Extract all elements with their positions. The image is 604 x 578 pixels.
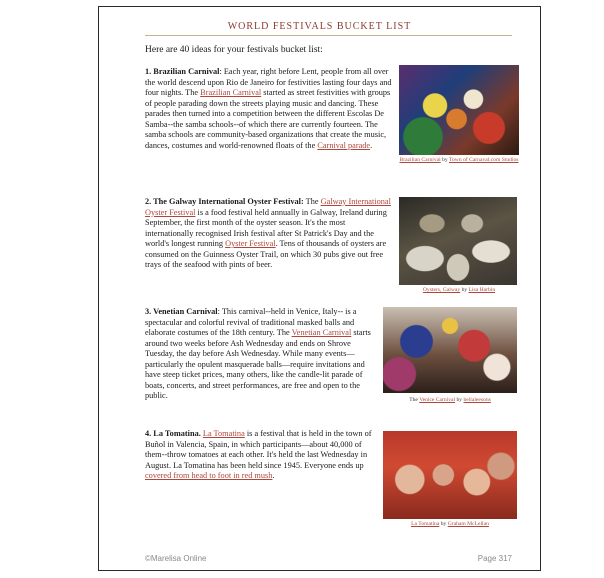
- photo-caption: Oysters, Galway by Lisa Harbin: [422, 287, 496, 293]
- oysters-photo: [399, 197, 517, 285]
- caption-link[interactable]: Oysters, Galway: [422, 287, 461, 293]
- caption-author-link[interactable]: bellaleesons: [463, 397, 491, 403]
- item-heading: 1. Brazilian Carnival: [145, 67, 220, 76]
- item-heading: 3. Venetian Carnival: [145, 307, 218, 316]
- item-text: is a food festival held annually in Galway, Ireland during September, the first month of the oyster season. It's the most internationally recognised Irish festival after St Patrick's Day and the world's longest running: [145, 207, 387, 248]
- photo-caption: La Tomatina by Graham McLellan: [411, 521, 489, 527]
- oyster-festival-link[interactable]: Oyster Festival: [225, 239, 276, 248]
- festival-item-brazilian-carnival: 1. Brazilian Carnival: Each year, right before Lent, people from all over the world descend upon Rio de Janeiro for festivities lasting four days and four nights. The Brazilian Carnival started as street festivities with groups of people parading down the streets playing music and dancing. These parades then turned into a competition between the different Escolas De Samba--the samba schools--of which there are currently fourteen. The samba schools are community-based organizations that create the music, dances, costumes and world-renowned floats of the Carnival parade.: [145, 67, 392, 150]
- item-text: is a festival that is held in the town of Buñol in Valencia, Spain, in which participants—about 40,000 of them--throw tomatoes at each other. It's held the last Wednesday in August. La Tomatina has been held since 1945. Everyone ends up: [145, 429, 372, 470]
- footer-page-number: Page 317: [477, 554, 512, 563]
- page-title: WORLD FESTIVALS BUCKET LIST: [227, 21, 412, 32]
- document-page: [98, 6, 541, 571]
- venetian-carnival-link[interactable]: Venetian Carnival: [291, 328, 352, 337]
- caption-author-link[interactable]: Lisa Harbin: [468, 287, 496, 293]
- photo-caption: Brazilian Carnival by Town of Carnaval.com Studios: [399, 157, 519, 163]
- item-text: : Each year, right before Lent, people from all over the world descend upon Rio de Janeiro for festivities lasting four days and four nights. The: [145, 67, 392, 97]
- caption-link[interactable]: La Tomatina: [411, 521, 440, 527]
- venice-carnival-photo: [383, 307, 517, 393]
- caption-link[interactable]: Venice Carnival: [419, 397, 456, 403]
- item-text: started as street festivities with groups of people parading down the streets playing music and dancing. These parades then turned into a competition between the different Escolas De Samba--the samba schools--of which there are currently fourteen. The samba schools are community-based organizations that create the music, dances, costumes and world-renowned floats of the: [145, 88, 391, 150]
- item-heading: 4. La Tomatina.: [145, 429, 201, 438]
- carnival-parade-link[interactable]: Carnival parade: [317, 140, 371, 150]
- festival-item-venetian-carnival: 3. Venetian Carnival: This carnival--held in Venice, Italy-- is a spectacular and colorful revival of traditional masked balls and elaborate costumes of the 18th century. The Venetian Carnival starts around two weeks before Ash Wednesday and ends on Shrove Tuesday, the day before Ash Wednesday. While many events—particularly the opulent masquerade balls—require invitations and have steep ticket prices, many others, like the candle-lit parade of boats, concerts, and street performances, are free and open to the public.: [145, 307, 371, 400]
- footer-copyright: ©Marelisa Online: [145, 554, 207, 563]
- la-tomatina-link[interactable]: La Tomatina: [202, 429, 245, 438]
- caption-author-link[interactable]: Graham McLellan: [447, 521, 489, 527]
- brazilian-carnival-photo: [399, 65, 519, 155]
- photo-caption: The Venice Carnival by bellaleesons: [409, 397, 491, 403]
- festival-item-la-tomatina: 4. La Tomatina. La Tomatina is a festival that is held in the town of Buñol in Valencia, Spain, in which participants—about 40,000 of them--throw tomatoes at each other. It's held the last Wednesday in August. La Tomatina has been held since 1945. Everyone ends up covered from head to foot in red mush.: [145, 429, 372, 480]
- brazilian-carnival-link[interactable]: Brazilian Carnival: [200, 88, 262, 97]
- la-tomatina-photo: [383, 431, 517, 519]
- intro-text: Here are 40 ideas for your festivals bucket list:: [145, 45, 323, 55]
- item-text: starts around two weeks before Ash Wednesday and ends on Shrove Tuesday, the day before Ash Wednesday. While many events—particularly the opulent masquerade balls—require invitations and have steep ticket prices, many others, like the candle-lit parade of boats, concerts, and street performances, are free and open to the public.: [145, 328, 371, 400]
- covered-head-to-foot-link[interactable]: covered from head to foot in red mush: [145, 471, 273, 480]
- festival-item-galway-oyster: 2. The Galway International Oyster Festival: The Galway International Oyster Festival is a food festival held annually in Galway, Ireland during September, the first month of the oyster season. It's the most internationally recognised Irish festival after St Patrick's Day and the world's longest running Oyster Festival. Tens of thousands of oysters are consumed on the Guinness Oyster Trail, on which 30 pubs give out free trays of the seafood with pints of beer.: [145, 197, 391, 269]
- title-divider: [145, 35, 512, 36]
- caption-author-link[interactable]: Town of Carnaval.com Studios: [448, 157, 519, 163]
- item-heading: 2. The Galway International Oyster Festival:: [145, 197, 304, 206]
- galway-oyster-festival-link[interactable]: Galway International Oyster Festival: [145, 197, 391, 217]
- item-text: . Tens of thousands of oysters are consumed on the Guinness Oyster Trail, on which 30 pubs give out free trays of the seafood with pints of beer.: [145, 239, 387, 269]
- caption-link[interactable]: Brazilian Carnival: [399, 157, 441, 163]
